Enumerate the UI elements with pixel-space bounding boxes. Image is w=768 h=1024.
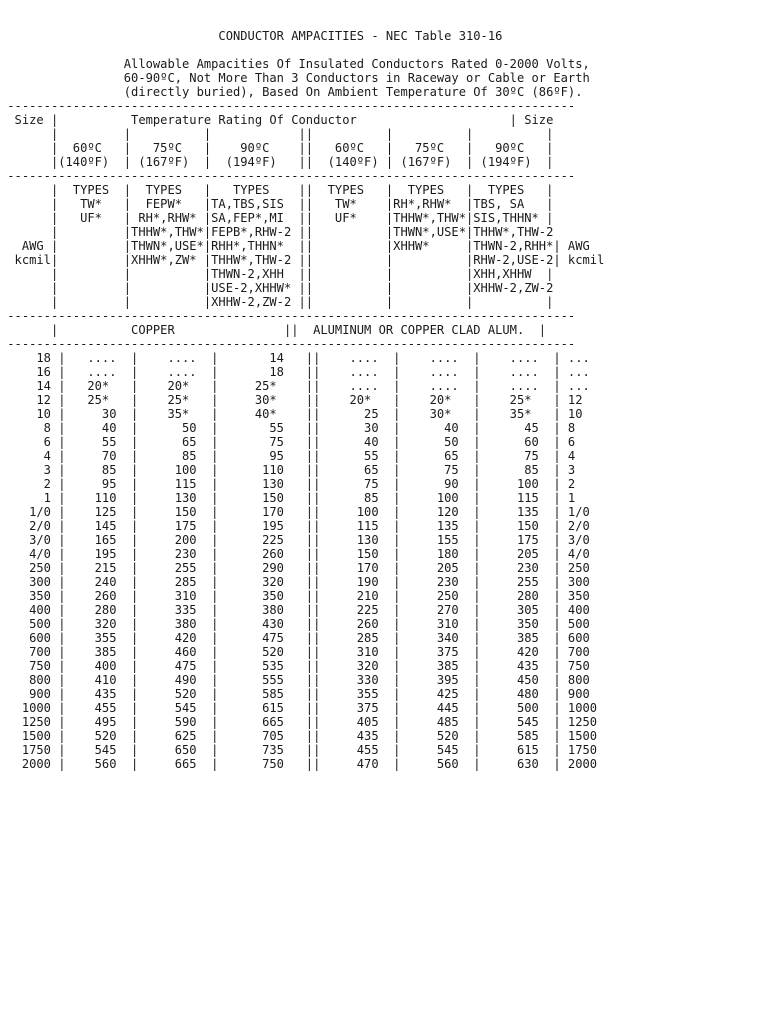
table-row: 1500 | 520 | 625 | 705 || 435 | 520 | 585 | 1500 <box>0 729 598 743</box>
description-line: Allowable Ampacities Of Insulated Conductors Rated 0-2000 Volts, <box>0 57 590 71</box>
table-row: 18 | .... | .... | 14 || .... | .... | .... | ... <box>0 351 590 365</box>
header-line: | |THHW*,THW*|FEPB*,RHW-2 || |THWN*,USE*|THHW*,THW-2 <box>0 225 554 239</box>
header-line: Size | Temperature Rating Of Conductor | Size <box>0 113 554 127</box>
table-row: 750 | 400 | 475 | 535 || 320 | 385 | 435 | 750 <box>0 659 590 673</box>
description-line: (directly buried), Based On Ambient Temperature Of 30ºC (86ºF). <box>0 85 583 99</box>
table-row: 700 | 385 | 460 | 520 || 310 | 375 | 420 | 700 <box>0 645 590 659</box>
header-line: | UF* | RH*,RHW* |SA,FEP*,MI || UF* |THHW*,THW*|SIS,THHN* | <box>0 211 554 225</box>
header-line: | TYPES | TYPES | TYPES || TYPES | TYPES | TYPES | <box>0 183 554 197</box>
header-line: kcmil| |XHHW*,ZW* |THHW*,THW-2 || | |RHW-2,USE-2| kcmil <box>0 253 605 267</box>
table-row: 1/0 | 125 | 150 | 170 || 100 | 120 | 135 | 1/0 <box>0 505 590 519</box>
table-row: 2 | 95 | 115 | 130 || 75 | 90 | 100 | 2 <box>0 477 576 491</box>
document-title: CONDUCTOR AMPACITIES - NEC Table 310-16 <box>0 29 503 43</box>
table-body <box>0 351 604 771</box>
description-line: 60-90ºC, Not More Than 3 Conductors in Raceway or Cable or Earth <box>0 71 590 85</box>
table-row: 4 | 70 | 85 | 95 || 55 | 65 | 75 | 4 <box>0 449 576 463</box>
header-line: | TW* | FEPW* |TA,TBS,SIS || TW* |RH*,RHW* |TBS, SA | <box>0 197 554 211</box>
table-row: 800 | 410 | 490 | 555 || 330 | 395 | 450 | 800 <box>0 673 590 687</box>
table-row: 2/0 | 145 | 175 | 195 || 115 | 135 | 150 | 2/0 <box>0 519 590 533</box>
table-row: 4/0 | 195 | 230 | 260 || 150 | 180 | 205 | 4/0 <box>0 547 590 561</box>
header-line: ------------------------------------------------------------------------------ <box>0 169 576 183</box>
header-line: | | |XHHW-2,ZW-2 || | | | <box>0 295 554 309</box>
header-line: |(140ºF) | (167ºF) | (194ºF) || (140ºF) | (167ºF) | (194ºF) | <box>0 155 554 169</box>
table-row: 14 | 20* | 20* | 25* || .... | .... | .... | ... <box>0 379 590 393</box>
table-row: 2000 | 560 | 665 | 750 || 470 | 560 | 630 | 2000 <box>0 757 598 771</box>
table-row: 500 | 320 | 380 | 430 || 260 | 310 | 350 | 500 <box>0 617 590 631</box>
table-row: 10 | 30 | 35* | 40* || 25 | 30* | 35* | 10 <box>0 407 583 421</box>
header-line: AWG | |THWN*,USE*|RHH*,THHN* || |XHHW* |THWN-2,RHH*| AWG <box>0 239 590 253</box>
table-row: 300 | 240 | 285 | 320 || 190 | 230 | 255 | 300 <box>0 575 590 589</box>
table-row: 350 | 260 | 310 | 350 || 210 | 250 | 280 | 350 <box>0 589 590 603</box>
table-row: 1750 | 545 | 650 | 735 || 455 | 545 | 615 | 1750 <box>0 743 598 757</box>
blank-line <box>0 43 604 57</box>
header-line: | | |THWN-2,XHH || | |XHH,XHHW | <box>0 267 554 281</box>
table-row: 8 | 40 | 50 | 55 || 30 | 40 | 45 | 8 <box>0 421 576 435</box>
table-row: 16 | .... | .... | 18 || .... | .... | .... | ... <box>0 365 590 379</box>
table-row: 1000 | 455 | 545 | 615 || 375 | 445 | 500 | 1000 <box>0 701 598 715</box>
header-line: ------------------------------------------------------------------------------ <box>0 337 576 351</box>
table-row: 1 | 110 | 130 | 150 || 85 | 100 | 115 | 1 <box>0 491 576 505</box>
table-row: 400 | 280 | 335 | 380 || 225 | 270 | 305 | 400 <box>0 603 590 617</box>
table-row: 600 | 355 | 420 | 475 || 285 | 340 | 385 | 600 <box>0 631 590 645</box>
header-line: | COPPER || ALUMINUM OR COPPER CLAD ALUM. | <box>0 323 547 337</box>
table-row: 3 | 85 | 100 | 110 || 65 | 75 | 85 | 3 <box>0 463 576 477</box>
document <box>0 29 604 771</box>
table-row: 900 | 435 | 520 | 585 || 355 | 425 | 480 | 900 <box>0 687 590 701</box>
table-row: 12 | 25* | 25* | 30* || 20* | 20* | 25* | 12 <box>0 393 583 407</box>
header-line: | | |USE-2,XHHW* || | |XHHW-2,ZW-2 <box>0 281 554 295</box>
header-line: | | | || | | | <box>0 127 554 141</box>
table-row: 6 | 55 | 65 | 75 || 40 | 50 | 60 | 6 <box>0 435 576 449</box>
table-row: 3/0 | 165 | 200 | 225 || 130 | 155 | 175 | 3/0 <box>0 533 590 547</box>
table-row: 1250 | 495 | 590 | 665 || 405 | 485 | 545 | 1250 <box>0 715 598 729</box>
description <box>0 57 604 99</box>
header-line: | 60ºC | 75ºC | 90ºC || 60ºC | 75ºC | 90ºC | <box>0 141 554 155</box>
header-line: ------------------------------------------------------------------------------ <box>0 309 576 323</box>
table-row: 250 | 215 | 255 | 290 || 170 | 205 | 230 | 250 <box>0 561 590 575</box>
header-line: ------------------------------------------------------------------------------ <box>0 99 576 113</box>
table-header <box>0 99 604 351</box>
